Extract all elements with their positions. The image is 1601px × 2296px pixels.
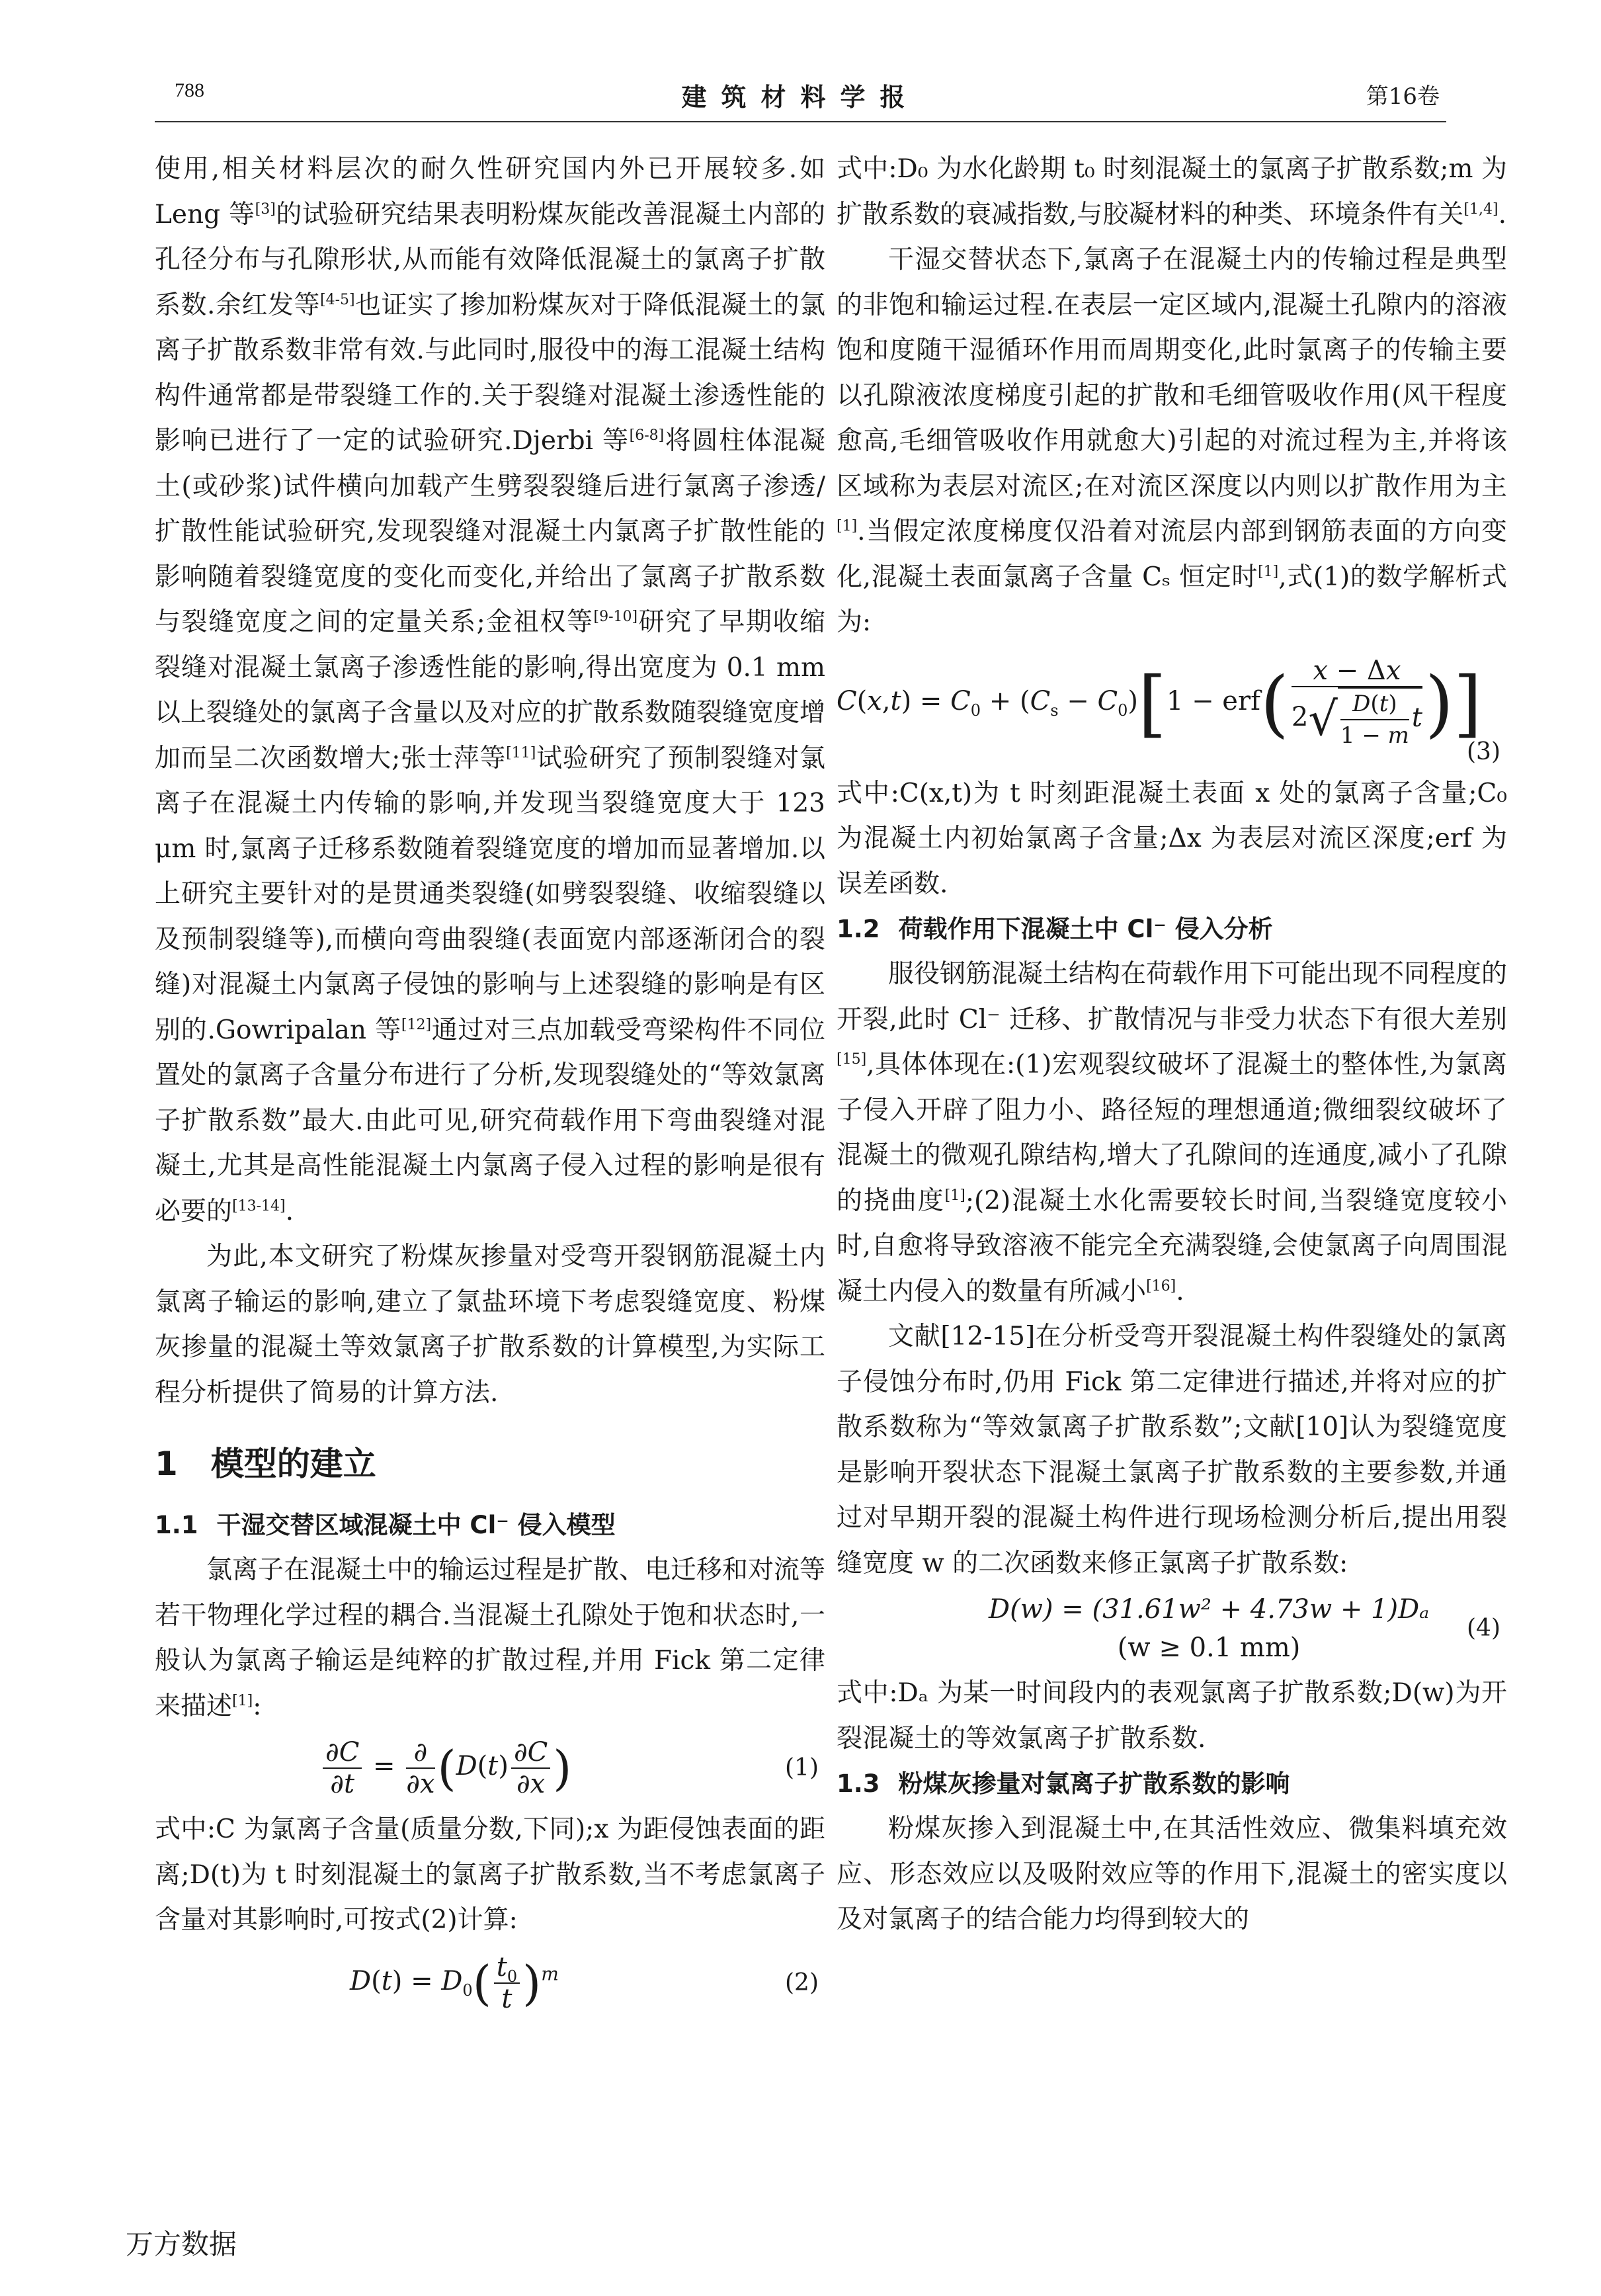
paragraph-eq2-notes: 式中:D₀ 为水化龄期 t₀ 时刻混凝土的氯离子扩散系数;m 为扩散系数的衰减指数,与胶凝材料的种类、环境条件有关[1,4].: [837, 154, 1507, 230]
equation-3-number: (3): [1467, 738, 1500, 765]
equation-4-line-2: (w ≥ 0.1 mm): [1117, 1633, 1301, 1663]
volume-label: 第16卷: [1366, 83, 1440, 110]
header-rule: [155, 121, 1446, 122]
journal-title: 建筑材料学报: [681, 82, 920, 112]
paragraph-convection: 干湿交替状态下,氯离子在混凝土内的传输过程是典型的非饱和输运过程.在表层一定区域内,混凝土孔隙内的溶液饱和度随干湿循环作用而周期变化,此时氯离子的传输主要以孔隙液浓度梯度引起的扩散和毛细管吸收作用(风干程度愈高,毛细管吸收作用就愈大)引起的对流过程为主,并将该区域称为表层对流区;在对流区深度以内则以扩散作用为主[1].当假定浓度梯度仅沿着对流层内部到钢筋表面的方向变化,混凝土表面氯离子含量 Cₛ 恒定时[1],式(1)的数学解析式为:: [837, 245, 1507, 637]
section-heading-1: 1 模型的建立: [155, 1445, 376, 1483]
page-number: 788: [175, 79, 204, 101]
equation-1-number: (1): [785, 1754, 819, 1781]
equation-4: [837, 1586, 1507, 1671]
paragraph-eq1-notes: 式中:C 为氯离子含量(质量分数,下同);x 为距侵蚀表面的距离;D(t)为 t 时刻混凝土的氯离子扩散系数,当不考虑氯离子含量对其影响时,可按式(2)计算:: [155, 1814, 825, 1935]
paragraph-eq3-notes: 式中:C(x,t)为 t 时刻距混凝土表面 x 处的氯离子含量;C₀ 为混凝土内初始氯离子含量;Δx 为表层对流区深度;erf 为误差函数.: [837, 778, 1507, 899]
subsection-heading-1-2: 1.2 荷载作用下混凝土中 Cl⁻ 侵入分析: [837, 915, 1273, 943]
equation-4-line-1: D(w) = (31.61w² + 4.73w + 1)Dₐ: [989, 1594, 1430, 1625]
paragraph-fick: 氯离子在混凝土中的输运过程是扩散、电迁移和对流等若干物理化学过程的耦合.当混凝土孔隙处于饱和状态时,一般认为氯离子输运是纯粹的扩散过程,并用 Fick 第二定律来描述[1]:: [155, 1555, 826, 1721]
equation-2: $D(t) = D_0$( $\frac{t_0}{t}$ )$^m$ (2): [350, 1951, 819, 2014]
equation-4-number: (4): [1467, 1614, 1500, 1642]
paragraph-load-analysis: 服役钢筋混凝土结构在荷载作用下可能出现不同程度的开裂,此时 Cl⁻ 迁移、扩散情况与非受力状态下有很大差别[15],具体体现在:(1)宏观裂纹破坏了混凝土的整体性,为氯离子侵入开辟了阻力小、路径短的理想通道;微细裂纹破坏了混凝土的微观孔隙结构,增大了孔隙间的连通度,减小了孔隙的挠曲度[1];(2)混凝土水化需要较长时间,当裂缝宽度较小时,自愈将导致溶液不能完全充满裂缝,会使氯离子向周围混凝土内侵入的数量有所减小[16].: [837, 959, 1508, 1306]
equation-3: $C(x,t) = C_0 + (C_s - C_0)[1 - erf$( x − Δx 2√ $\frac{D(t)}{1 - m}$ t )] (3): [837, 646, 1507, 771]
equation-2-number: (2): [785, 1969, 819, 1996]
paragraph-eq4-notes: 式中:Dₐ 为某一时间段内的表观氯离子扩散系数;D(w)为开裂混凝土的等效氯离子扩散系数.: [837, 1678, 1507, 1754]
left-column: [155, 147, 825, 2023]
right-column: [837, 147, 1507, 1943]
paragraph-purpose: 为此,本文研究了粉煤灰掺量对受弯开裂钢筋混凝土内氯离子输运的影响,建立了氯盐环境下考虑裂缝宽度、粉煤灰掺量的混凝土等效氯离子扩散系数的计算模型,为实际工程分析提供了简易的计算方法.: [155, 1242, 825, 1408]
paragraph-equivalent-diffusion: 文献[12-15]在分析受弯开裂混凝土构件裂缝处的氯离子侵蚀分布时,仍用 Fick 第二定律进行描述,并将对应的扩散系数称为“等效氯离子扩散系数”;文献[10]认为裂缝宽度是影响开裂状态下混凝土氯离子扩散系数的主要参数,并通过对早期开裂的混凝土构件进行现场检测分析后,提出用裂缝宽度 w 的二次函数来修正氯离子扩散系数:: [837, 1322, 1507, 1578]
paragraph-intro: 使用,相关材料层次的耐久性研究国内外已开展较多.如 Leng 等[3]的试验研究结果表明粉煤灰能改善混凝土内部的孔径分布与孔隙形状,从而能有效降低混凝土的氯离子扩散系数.余红发等[4-5]也证实了掺加粉煤灰对于降低混凝土的氯离子扩散系数非常有效.与此同时,服役中的海工混凝土结构构件通常都是带裂缝工作的.关于裂缝对混凝土渗透性能的影响已进行了一定的试验研究.Djerbi 等[6-8]将圆柱体混凝土(或砂浆)试件横向加载产生劈裂裂缝后进行氯离子渗透/扩散性能试验研究,发现裂缝对混凝土内氯离子扩散性能的影响随着裂缝宽度的变化而变化,并给出了氯离子扩散系数与裂缝宽度之间的定量关系;金祖权等[9-10]研究了早期收缩裂缝对混凝土氯离子渗透性能的影响,得出宽度为 0.1 mm 以上裂缝处的氯离子含量以及对应的扩散系数随裂缝宽度增加而呈二次函数增大;张士萍等[11]试验研究了预制裂缝对氯离子在混凝土内传输的影响,并发现当裂缝宽度大于 123 μm 时,氯离子迁移系数随着裂缝宽度的增加而显著增加.以上研究主要针对的是贯通类裂缝(如劈裂裂缝、收缩裂缝以及预制裂缝等),而横向弯曲裂缝(表面宽内部逐渐闭合的裂缝)对混凝土内氯离子侵蚀的影响与上述裂缝的影响是有区别的.Gowripalan 等[12]通过对三点加载受弯梁构件不同位置处的氯离子含量分布进行了分析,发现裂缝处的“等效氯离子扩散系数”最大.由此可见,研究荷载作用下弯曲裂缝对混凝土,尤其是高性能混凝土内氯离子侵入过程的影响是很有必要的[13-14].: [155, 154, 826, 1226]
paragraph-fly-ash: 粉煤灰掺入到混凝土中,在其活性效应、微集料填充效应、形态效应以及吸附效应等的作用下,混凝土的密实度以及对氯离子的结合能力均得到较大的: [837, 1814, 1507, 1934]
subsection-heading-1-3: 1.3 粉煤灰掺量对氯离子扩散系数的影响: [837, 1769, 1290, 1798]
equation-1: $\frac{\partial C}{\partial t}$ = $\frac{\partial}{\partial x}$ (D(t) $\frac{\partial C}{\partial x}$ ) (1): [155, 1729, 825, 1807]
page-header: [155, 77, 1446, 116]
subsection-heading-1-1: 1.1 干湿交替区域混凝土中 Cl⁻ 侵入模型: [155, 1511, 616, 1539]
footer-watermark: 万方数据: [126, 2228, 237, 2260]
